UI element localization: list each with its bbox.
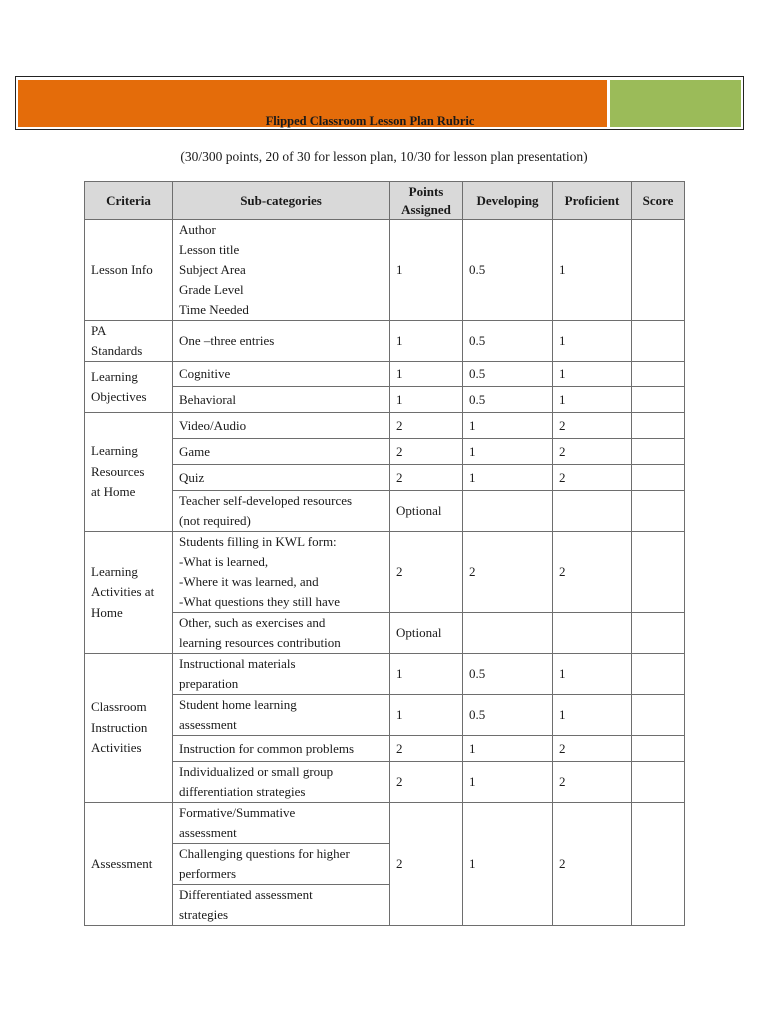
score-cell[interactable] — [632, 413, 685, 439]
sub-line: Formative/Summative — [179, 805, 296, 820]
table-row — [85, 465, 685, 491]
sub-item: Author — [179, 222, 216, 237]
developing-cell: 1 — [463, 762, 553, 803]
sub-line: learning resources contribution — [179, 635, 341, 650]
proficient-cell: 2 — [553, 803, 632, 926]
sub-line: performers — [179, 866, 237, 881]
points-cell: Optional — [390, 491, 463, 532]
sub-category-cell — [173, 654, 390, 695]
criteria-line: Resources — [91, 463, 145, 479]
proficient-cell: 1 — [553, 654, 632, 695]
proficient-cell: 2 — [553, 532, 632, 613]
proficient-cell: 1 — [553, 220, 632, 321]
developing-cell — [463, 491, 553, 532]
points-cell: 1 — [390, 321, 463, 362]
criteria-line: PA — [91, 323, 107, 338]
criteria-line: Standards — [91, 343, 143, 358]
sub-category-cell: Behavioral — [173, 387, 390, 413]
sub-category-cell — [173, 885, 390, 926]
points-cell: 1 — [390, 654, 463, 695]
proficient-cell — [553, 491, 632, 532]
criteria-line: Learning — [91, 563, 138, 579]
criteria-line: Instruction — [91, 719, 148, 735]
criteria-cell — [85, 321, 173, 362]
sub-item: Time Needed — [179, 302, 249, 317]
proficient-cell: 1 — [553, 695, 632, 736]
sub-line: -What is learned, — [179, 554, 269, 569]
table-row — [85, 491, 685, 532]
points-cell: 2 — [390, 465, 463, 491]
score-cell[interactable] — [632, 532, 685, 613]
sub-line: Instructional materials — [179, 656, 296, 671]
points-cell: 2 — [390, 532, 463, 613]
criteria-line: Classroom — [91, 699, 147, 715]
sub-item: Grade Level — [179, 282, 244, 297]
sub-category-cell — [173, 803, 390, 844]
developing-cell: 1 — [463, 465, 553, 491]
developing-cell: 0.5 — [463, 362, 553, 387]
criteria-line: at Home — [91, 484, 136, 500]
sub-line: Other, such as exercises and — [179, 615, 326, 630]
sub-category-cell: Quiz — [173, 465, 390, 491]
points-cell: 2 — [390, 736, 463, 762]
score-cell[interactable] — [632, 654, 685, 695]
table-row — [85, 220, 685, 321]
sub-line: differentiation strategies — [179, 784, 306, 799]
points-cell: 2 — [390, 803, 463, 926]
proficient-cell: 2 — [553, 413, 632, 439]
sub-category-cell: Instruction for common problems — [173, 736, 390, 762]
score-cell[interactable] — [632, 220, 685, 321]
developing-cell: 0.5 — [463, 695, 553, 736]
sub-line: (not required) — [179, 513, 251, 528]
sub-category-cell — [173, 695, 390, 736]
developing-cell: 0.5 — [463, 387, 553, 413]
sub-line: -Where it was learned, and — [179, 574, 319, 589]
table-row — [85, 613, 685, 654]
criteria-cell — [85, 532, 173, 654]
proficient-cell: 1 — [553, 362, 632, 387]
proficient-cell: 1 — [553, 321, 632, 362]
sub-category-cell — [173, 532, 390, 613]
proficient-cell — [553, 613, 632, 654]
header-points-assigned: Points Assigned — [390, 182, 463, 220]
header-sub-categories: Sub-categories — [173, 182, 390, 220]
sub-line: -What questions they still have — [179, 594, 341, 609]
developing-cell: 0.5 — [463, 654, 553, 695]
table-row — [85, 736, 685, 762]
sub-category-cell — [173, 844, 390, 885]
header-criteria: Criteria — [85, 182, 173, 220]
table-row — [85, 321, 685, 362]
points-subtitle: (30/300 points, 20 of 30 for lesson plan, 10/30 for lesson plan presentation) — [180, 149, 588, 164]
score-cell[interactable] — [632, 387, 685, 413]
developing-cell — [463, 613, 553, 654]
table-row — [85, 762, 685, 803]
sub-line: preparation — [179, 676, 239, 691]
table-row — [85, 413, 685, 439]
developing-cell: 2 — [463, 532, 553, 613]
sub-category-cell: One –three entries — [173, 321, 390, 362]
criteria-line: Objectives — [91, 389, 147, 404]
score-cell[interactable] — [632, 695, 685, 736]
proficient-cell: 2 — [553, 465, 632, 491]
criteria-line: Activities at — [91, 584, 155, 600]
developing-cell: 0.5 — [463, 220, 553, 321]
sub-category-cell: Game — [173, 439, 390, 465]
sub-category-cell: Cognitive — [173, 362, 390, 387]
score-cell[interactable] — [632, 321, 685, 362]
proficient-cell: 2 — [553, 439, 632, 465]
sub-category-cell — [173, 220, 390, 321]
score-cell[interactable] — [632, 465, 685, 491]
sub-line: Teacher self-developed resources — [179, 493, 353, 508]
table-row — [85, 695, 685, 736]
criteria-cell: Assessment — [85, 803, 173, 926]
criteria-line: Learning — [91, 368, 138, 384]
sub-line: Students filling in KWL form: — [179, 534, 337, 549]
score-cell[interactable] — [632, 762, 685, 803]
points-cell: 1 — [390, 695, 463, 736]
header-score: Score — [632, 182, 685, 220]
developing-cell: 0.5 — [463, 321, 553, 362]
points-cell: 1 — [390, 387, 463, 413]
criteria-line: Learning — [91, 443, 138, 459]
sub-line: Challenging questions for higher — [179, 846, 350, 861]
developing-cell: 1 — [463, 736, 553, 762]
table-row — [85, 654, 685, 695]
sub-line: strategies — [179, 907, 229, 922]
sub-item: Lesson title — [179, 242, 240, 257]
criteria-line: Home — [91, 604, 123, 620]
header-proficient: Proficient — [553, 182, 632, 220]
developing-cell: 1 — [463, 413, 553, 439]
points-cell: 1 — [390, 362, 463, 387]
criteria-cell — [85, 654, 173, 803]
sub-line: assessment — [179, 825, 237, 840]
score-cell[interactable] — [632, 362, 685, 387]
sub-line: Differentiated assessment — [179, 887, 313, 902]
points-cell: 2 — [390, 439, 463, 465]
criteria-cell — [85, 362, 173, 413]
table-row — [85, 803, 685, 844]
developing-cell: 1 — [463, 439, 553, 465]
points-cell: 1 — [390, 220, 463, 321]
header-developing: Developing — [463, 182, 553, 220]
points-cell: 2 — [390, 762, 463, 803]
sub-item: Subject Area — [179, 262, 246, 277]
rubric-table — [84, 181, 685, 926]
score-cell[interactable] — [632, 613, 685, 654]
score-cell[interactable] — [632, 803, 685, 926]
table-row — [85, 532, 685, 613]
proficient-cell: 2 — [553, 736, 632, 762]
sub-category-cell — [173, 613, 390, 654]
table-row — [85, 439, 685, 465]
points-cell: Optional — [390, 613, 463, 654]
criteria-line: Activities — [91, 740, 142, 756]
sub-category-cell — [173, 491, 390, 532]
sub-line: assessment — [179, 717, 237, 732]
score-cell[interactable] — [632, 736, 685, 762]
criteria-cell — [85, 413, 173, 532]
score-cell[interactable] — [632, 491, 685, 532]
table-header-row — [85, 182, 685, 220]
sub-category-cell: Video/Audio — [173, 413, 390, 439]
table-row — [85, 387, 685, 413]
developing-cell: 1 — [463, 803, 553, 926]
table-row — [85, 362, 685, 387]
sub-line: Student home learning — [179, 697, 297, 712]
criteria-cell: Lesson Info — [85, 220, 173, 321]
points-cell: 2 — [390, 413, 463, 439]
proficient-cell: 2 — [553, 762, 632, 803]
score-cell[interactable] — [632, 439, 685, 465]
proficient-cell: 1 — [553, 387, 632, 413]
document-title: Flipped Classroom Lesson Plan Rubric — [265, 114, 475, 128]
sub-line: Individualized or small group — [179, 764, 334, 779]
sub-category-cell — [173, 762, 390, 803]
